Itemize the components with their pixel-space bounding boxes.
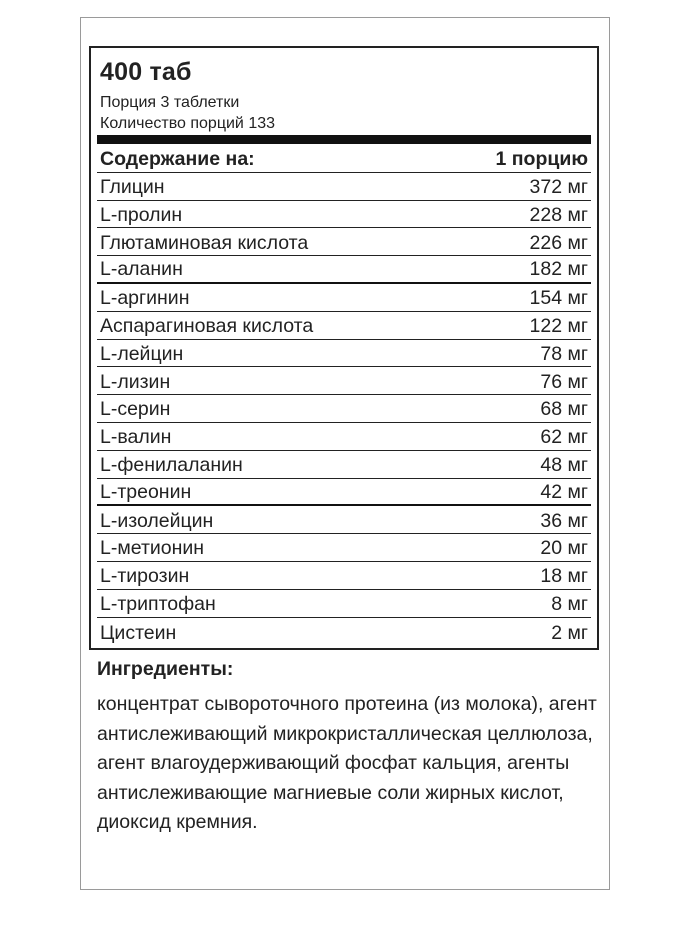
nutrient-amount: 154 мг (529, 287, 588, 310)
nutrient-amount: 36 мг (540, 509, 588, 532)
nutrient-name: L-изолейцин (100, 509, 214, 532)
nutrient-amount: 226 мг (529, 231, 588, 254)
table-row (97, 451, 591, 479)
nutrient-amount: 68 мг (540, 398, 588, 421)
table-row (97, 562, 591, 590)
table-row (97, 534, 591, 562)
nutrient-table (97, 145, 591, 645)
nutrient-name: L-лизин (100, 370, 171, 393)
nutrient-amount: 228 мг (529, 203, 588, 226)
nutrient-name: L-метионин (100, 537, 205, 560)
nutrient-amount: 2 мг (551, 621, 588, 644)
servings-count: Количество порций 133 (100, 115, 276, 132)
nutrient-amount: 48 мг (540, 454, 588, 477)
nutrient-name: L-треонин (100, 480, 192, 503)
nutrient-amount: 20 мг (540, 537, 588, 560)
nutrient-name: L-лейцин (100, 342, 184, 365)
table-row (97, 312, 591, 340)
nutrient-name: L-пролин (100, 203, 183, 226)
nutrient-name: Глицин (100, 176, 165, 199)
ingredients-section (97, 658, 607, 838)
table-row (97, 284, 591, 312)
nutrient-amount: 62 мг (540, 426, 588, 449)
nutrient-amount: 42 мг (540, 480, 588, 503)
table-header-row (97, 145, 591, 173)
ingredients-text: концентрат сывороточного протеина (из молока), агент антислеживающий микрокристаллическая целлюлоза, агент влагоудерживающий фосфат кальция, агенты антислеживающие магниевые соли жирных кислот, диоксид кремния. (97, 693, 597, 833)
thick-divider (97, 135, 591, 144)
table-row (97, 395, 591, 423)
nutrient-name: L-фенилаланин (100, 454, 243, 477)
nutrient-amount: 18 мг (540, 565, 588, 588)
nutrient-name: L-валин (100, 426, 172, 449)
label-title: 400 таб (100, 58, 192, 86)
table-row (97, 201, 591, 229)
nutrient-name: Цистеин (100, 621, 177, 644)
nutrient-amount: 8 мг (551, 593, 588, 616)
nutrient-amount: 372 мг (529, 176, 588, 199)
nutrient-name: Аспарагиновая кислота (100, 315, 314, 338)
nutrient-amount: 182 мг (529, 258, 588, 281)
nutrient-name: L-серин (100, 398, 171, 421)
table-row (97, 506, 591, 534)
nutrient-name: L-триптофан (100, 593, 216, 616)
nutrient-name: L-аргинин (100, 287, 190, 310)
nutrient-amount: 122 мг (529, 315, 588, 338)
table-row (97, 479, 591, 507)
supplement-facts-label (89, 46, 599, 650)
ingredients-title: Ингредиенты: (97, 658, 234, 680)
table-row (97, 618, 591, 646)
nutrient-amount: 78 мг (540, 342, 588, 365)
table-row (97, 423, 591, 451)
nutrient-name: Глютаминовая кислота (100, 231, 309, 254)
nutrient-name: L-тирозин (100, 565, 190, 588)
table-row (97, 367, 591, 395)
table-row (97, 590, 591, 618)
nutrient-amount: 76 мг (540, 370, 588, 393)
table-row (97, 256, 591, 284)
table-row (97, 228, 591, 256)
table-row (97, 340, 591, 368)
serving-size: Порция 3 таблетки (100, 94, 240, 111)
nutrient-name: L-аланин (100, 258, 183, 281)
header-name: Содержание на: (100, 148, 255, 171)
table-row (97, 173, 591, 201)
header-value: 1 порцию (495, 148, 588, 171)
